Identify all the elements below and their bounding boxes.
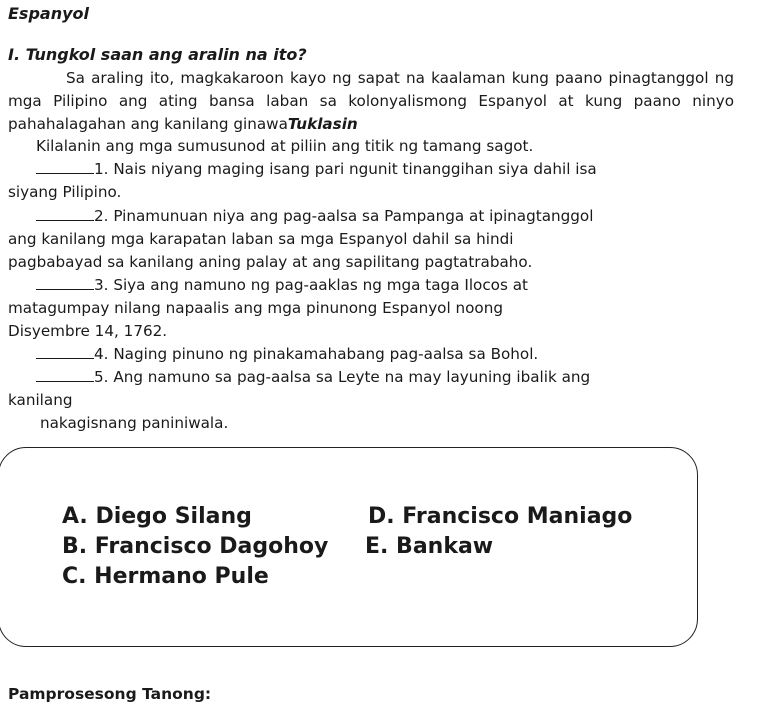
choice-e: E. Bankaw (365, 534, 494, 559)
question-1-line-2: siyang Pilipino. (8, 183, 122, 201)
section-title: Espanyol (8, 4, 89, 23)
question-4 (8, 343, 734, 366)
question-5-line-1: 5. Ang namuno sa pag-aalsa sa Leyte na may layuning ibalik ang (94, 368, 591, 386)
question-1-line-1: 1. Nais niyang maging isang pari ngunit tinanggihan siya dahil isa (94, 160, 597, 178)
processing-questions-heading: Pamprosesong Tanong: (8, 685, 212, 703)
answer-blank-4[interactable] (36, 344, 94, 359)
intro-emphasis: Tuklasin (287, 115, 358, 133)
answer-blank-1[interactable] (36, 159, 94, 174)
choice-c: C. Hermano Pule (62, 564, 269, 589)
question-2-line-2: ang kanilang mga karapatan laban sa mga Espanyol dahil sa hindi (8, 230, 514, 248)
answer-blank-5[interactable] (36, 367, 94, 382)
question-4-line-1: 4. Naging pinuno ng pinakamahabang pag-aalsa sa Bohol. (94, 345, 539, 363)
choice-b: B. Francisco Dagohoy (62, 534, 329, 559)
question-3-line-1: 3. Siya ang namuno ng pag-aaklas ng mga taga Ilocos at (94, 276, 528, 294)
instruction-text: Kilalanin ang mga sumusunod at piliin ang titik ng tamang sagot. (36, 137, 534, 155)
question-5 (8, 366, 734, 435)
intro-paragraph (8, 67, 734, 136)
question-2-line-3: pagbabayad sa kanilang aning palay at ang sapilitang pagtatrabaho. (8, 253, 533, 271)
choice-a: A. Diego Silang (62, 504, 252, 529)
question-3 (8, 274, 734, 343)
intro-text: Sa araling ito, magkakaroon kayo ng sapat na kaalaman kung paano pinagtanggol ng mga Pilipino ang ating bansa laban sa kolonyalismong Espanyol at kung paano ninyo pahahalagahan ang kanilang ginawa (8, 69, 734, 133)
question-2 (8, 205, 734, 274)
choice-d: D. Francisco Maniago (368, 504, 633, 529)
question-3-line-2: matagumpay nilang napaalis ang mga pinunong Espanyol noong (8, 299, 503, 317)
answer-blank-2[interactable] (36, 206, 94, 221)
question-5-line-2: kanilang (8, 391, 73, 409)
question-3-line-3: Disyembre 14, 1762. (8, 322, 168, 340)
question-5-line-3: nakagisnang paniniwala. (40, 414, 229, 432)
question-1 (8, 158, 734, 204)
question-2-line-1: 2. Pinamunuan niya ang pag-aalsa sa Pampanga at ipinagtanggol (94, 207, 594, 225)
part-heading: I. Tungkol saan ang aralin na ito? (8, 45, 307, 64)
answer-blank-3[interactable] (36, 275, 94, 290)
